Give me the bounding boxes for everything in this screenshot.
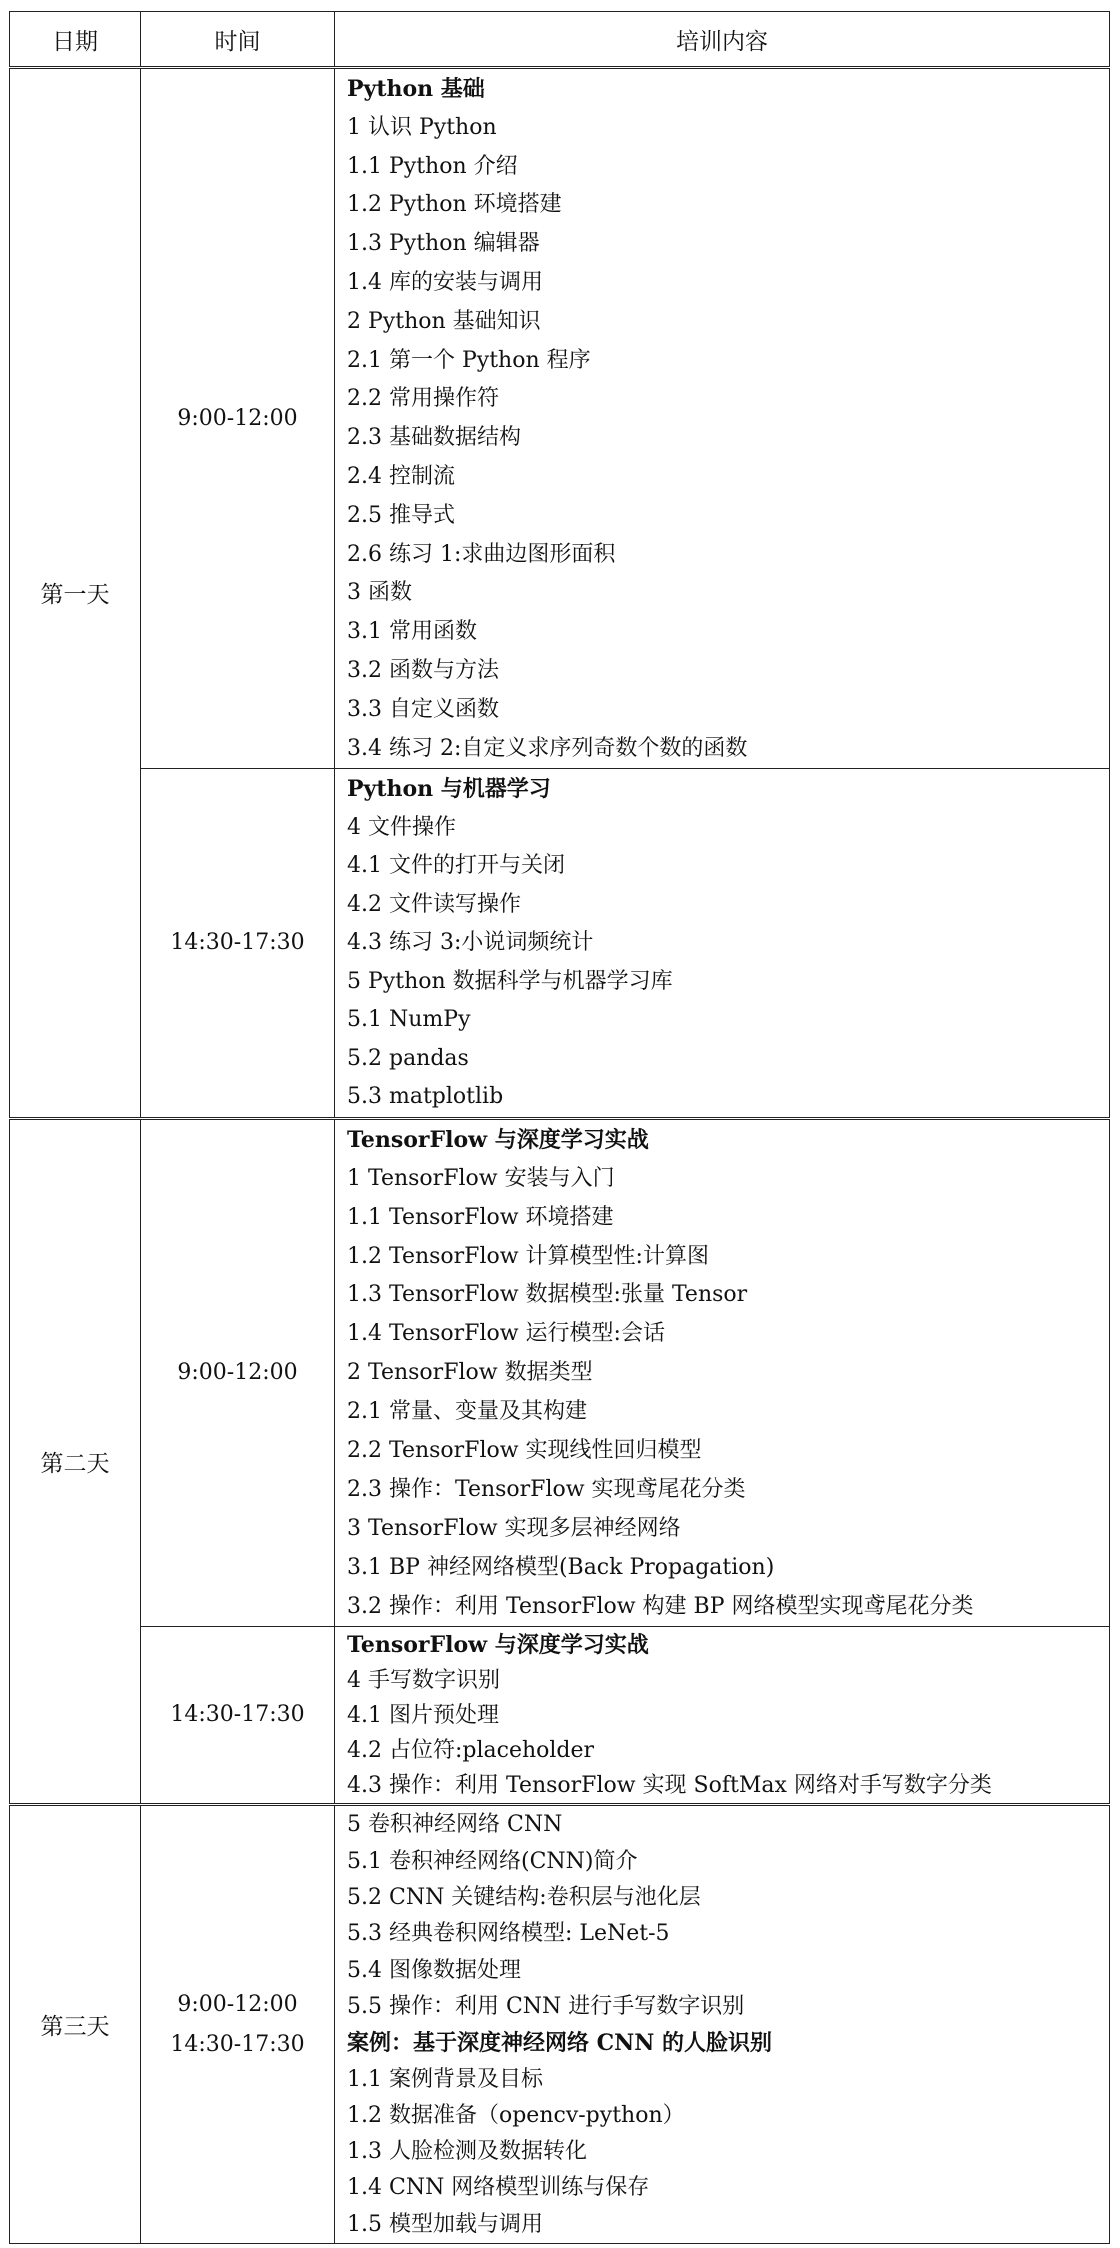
content-line: 1.3 Python 编辑器: [347, 231, 540, 257]
content-line: 5 卷积神经网络 CNN: [347, 1812, 563, 1838]
session-time: 9:00-12:00: [177, 405, 298, 431]
session-content: [335, 1627, 1110, 1805]
content-line: 4.3 练习 3:小说词频统计: [347, 930, 594, 956]
content-line: 1.2 数据准备（opencv-python）: [347, 2102, 685, 2128]
session-content: [335, 1118, 1110, 1627]
content-line: 2.4 控制流: [347, 463, 455, 489]
content-line: 3 TensorFlow 实现多层神经网络: [347, 1515, 681, 1541]
day2-afternoon-row: [10, 1627, 1110, 1805]
content-line: 1.1 TensorFlow 环境搭建: [347, 1204, 614, 1230]
day-label-day2: 第二天: [10, 1118, 141, 1805]
content-line: 2.6 练习 1:求曲边图形面积: [347, 541, 616, 567]
content-line: 1.3 人脸检测及数据转化: [347, 2139, 587, 2165]
content-line: 4.2 文件读写操作: [347, 891, 521, 917]
content-line: 2.1 第一个 Python 程序: [347, 347, 591, 373]
section-heading: Python 基础: [347, 76, 485, 102]
content-line: 1.3 TensorFlow 数据模型:张量 Tensor: [347, 1282, 748, 1308]
content-line: 3.2 函数与方法: [347, 657, 499, 683]
session-time: 9:00-12:00: [177, 1360, 298, 1386]
session-time-cell: [141, 769, 335, 1119]
content-line: 3.3 自定义函数: [347, 696, 499, 722]
content-line: 4.3 操作：利用 TensorFlow 实现 SoftMax 网络对手写数字分类: [347, 1773, 992, 1799]
day1-afternoon-row: [10, 769, 1110, 1119]
session-time: 14:30-17:30: [170, 2031, 305, 2057]
session-time-cell: [141, 1805, 335, 2244]
content-line: 3 函数: [347, 580, 412, 606]
day3-row: [10, 1805, 1110, 2244]
content-line: 1 认识 Python: [347, 114, 497, 140]
content-line: 1.1 案例背景及目标: [347, 2066, 543, 2092]
section-heading: Python 与机器学习: [347, 776, 551, 803]
content-line: 2 TensorFlow 数据类型: [347, 1360, 593, 1386]
content-line: 5.5 操作：利用 CNN 进行手写数字识别: [347, 1993, 745, 2019]
content-line: 3.2 操作：利用 TensorFlow 构建 BP 网络模型实现鸢尾花分类: [347, 1593, 974, 1619]
content-line: 5.3 经典卷积网络模型: LeNet-5: [347, 1921, 670, 1947]
content-line: 3.1 常用函数: [347, 619, 477, 645]
content-line: 1.4 库的安装与调用: [347, 269, 543, 295]
content-line: 1.4 TensorFlow 运行模型:会话: [347, 1321, 665, 1347]
content-line: 2.2 常用操作符: [347, 386, 499, 412]
session-time-cell: [141, 1627, 335, 1805]
session-time: 9:00-12:00: [177, 1991, 298, 2017]
session-content: [335, 1805, 1110, 2244]
content-line: 5 Python 数据科学与机器学习库: [347, 968, 673, 994]
content-line: 1.1 Python 介绍: [347, 153, 518, 179]
content-line: 3.1 BP 神经网络模型(Back Propagation): [347, 1554, 775, 1580]
content-line: 4.1 文件的打开与关闭: [347, 853, 565, 879]
training-schedule-table: [9, 11, 1110, 2244]
content-line: 1 TensorFlow 安装与入门: [347, 1165, 615, 1191]
header-row: [10, 12, 1110, 68]
content-line: 2 Python 基础知识: [347, 308, 541, 334]
content-line: 4 文件操作: [347, 814, 456, 840]
session-time: 14:30-17:30: [170, 930, 305, 956]
content-line: 5.2 CNN 关键结构:卷积层与池化层: [347, 1885, 701, 1911]
header-content: 培训内容: [335, 12, 1110, 68]
content-line: 2.5 推导式: [347, 502, 455, 528]
session-time-cell: [141, 1118, 335, 1627]
content-line: 5.4 图像数据处理: [347, 1957, 521, 1983]
day2-morning-row: [10, 1118, 1110, 1627]
content-line: 5.2 pandas: [347, 1045, 469, 1071]
header-date: 日期: [10, 12, 141, 68]
content-line: 1.5 模型加载与调用: [347, 2211, 543, 2237]
content-line: 2.2 TensorFlow 实现线性回归模型: [347, 1437, 702, 1463]
session-content: [335, 769, 1110, 1119]
content-line: 2.3 基础数据结构: [347, 425, 521, 451]
content-line: 4.1 图片预处理: [347, 1703, 499, 1729]
day-label-day3: 第三天: [10, 1805, 141, 2244]
session-time: 14:30-17:30: [170, 1702, 305, 1728]
section-heading: TensorFlow 与深度学习实战: [347, 1126, 649, 1153]
session-content: [335, 68, 1110, 769]
header-time: 时间: [141, 12, 335, 68]
content-line: 5.3 matplotlib: [347, 1084, 504, 1110]
section-heading: 案例：基于深度神经网络 CNN 的人脸识别: [347, 2030, 773, 2057]
content-line: 2.1 常量、变量及其构建: [347, 1399, 587, 1425]
content-line: 1.4 CNN 网络模型训练与保存: [347, 2175, 650, 2201]
content-line: 5.1 卷积神经网络(CNN)简介: [347, 1848, 638, 1874]
content-line: 1.2 TensorFlow 计算模型性:计算图: [347, 1243, 709, 1269]
content-line: 5.1 NumPy: [347, 1007, 471, 1033]
content-line: 4.2 占位符:placeholder: [347, 1738, 595, 1764]
session-time-cell: [141, 68, 335, 769]
content-line: 1.2 Python 环境搭建: [347, 192, 562, 218]
day1-morning-row: [10, 68, 1110, 769]
day-label-day1: 第一天: [10, 68, 141, 1119]
content-line: 4 手写数字识别: [347, 1668, 500, 1694]
content-line: 2.3 操作：TensorFlow 实现鸢尾花分类: [347, 1476, 746, 1502]
section-heading: TensorFlow 与深度学习实战: [347, 1632, 649, 1659]
content-line: 3.4 练习 2:自定义求序列奇数个数的函数: [347, 735, 748, 761]
